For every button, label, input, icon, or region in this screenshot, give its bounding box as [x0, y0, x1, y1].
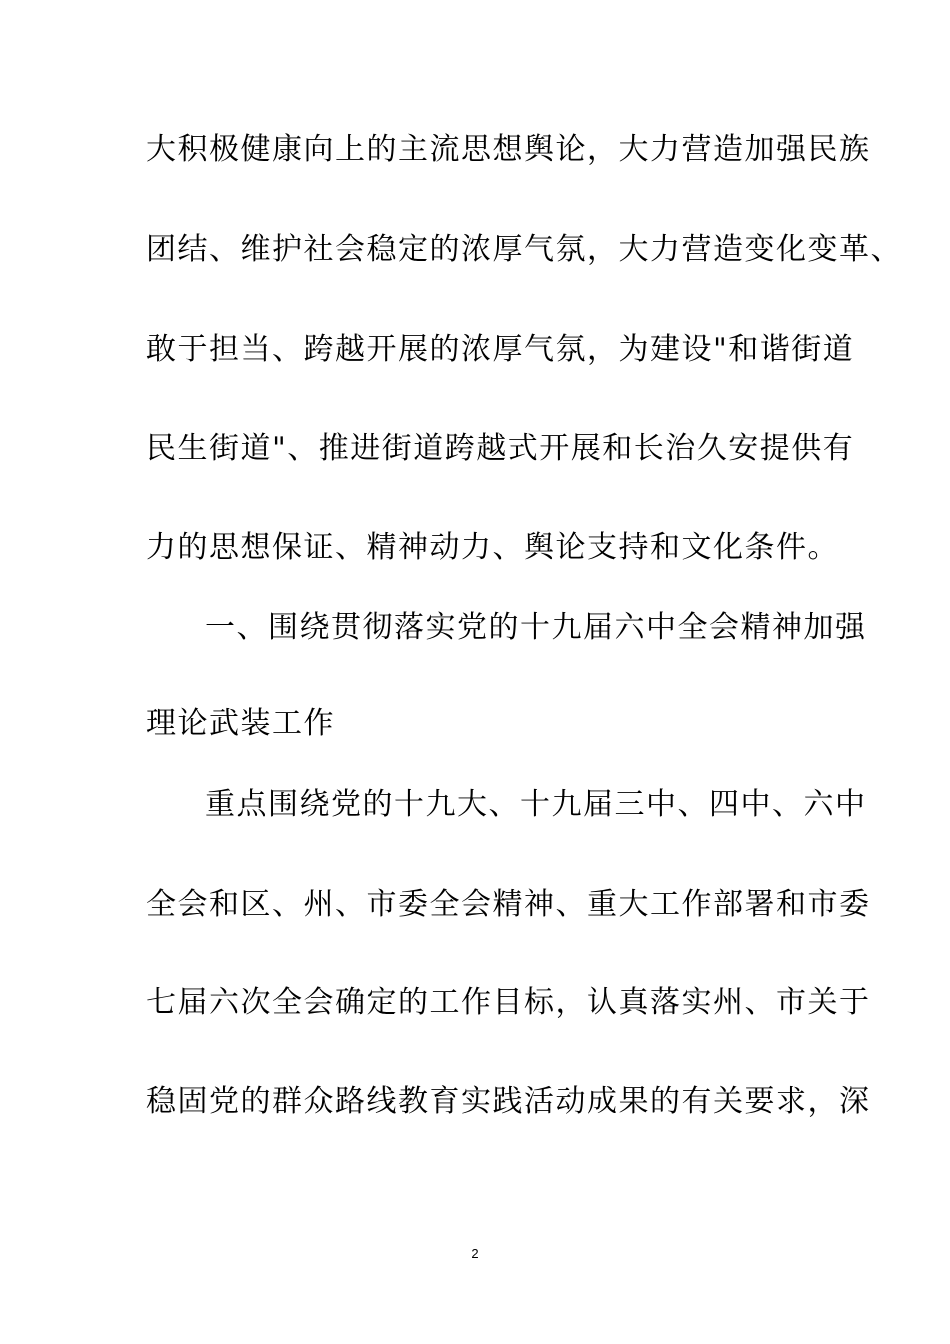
- section-heading-line: 理论武装工作: [146, 706, 335, 741]
- paragraph-line: 团结、维护社会稳定的浓厚气氛，大力营造变化变革、: [146, 232, 902, 267]
- paragraph-line: 民生街道"、推进街道跨越式开展和长治久安提供有: [146, 431, 855, 466]
- paragraph-line: 力的思想保证、精神动力、舆论支持和文化条件。: [146, 530, 839, 565]
- paragraph-line: 全会和区、州、市委全会精神、重大工作部署和市委: [146, 887, 871, 922]
- paragraph-line: 七届六次全会确定的工作目标，认真落实州、市关于: [146, 985, 871, 1020]
- paragraph-line: 大积极健康向上的主流思想舆论，大力营造加强民族: [146, 132, 871, 167]
- page-number: 2: [471, 1246, 479, 1261]
- paragraph-line: 敢于担当、跨越开展的浓厚气氛，为建设"和谐街道: [146, 332, 855, 367]
- section-heading-line: 一、围绕贯彻落实党的十九届六中全会精神加强: [205, 610, 867, 645]
- paragraph-line: 重点围绕党的十九大、十九届三中、四中、六中: [205, 787, 867, 822]
- paragraph-line: 稳固党的群众路线教育实践活动成果的有关要求，深: [146, 1084, 871, 1119]
